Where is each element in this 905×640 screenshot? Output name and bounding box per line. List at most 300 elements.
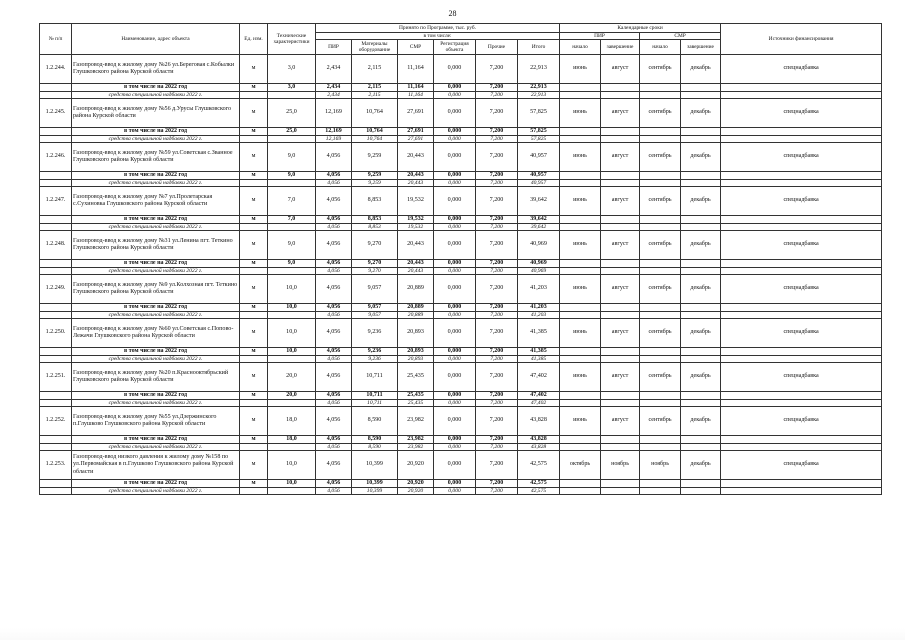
spec-label: средства специальной надбавки 2022 г. [72, 400, 240, 407]
spec-other: 7,200 [476, 180, 518, 187]
sub-smr-start [640, 172, 681, 180]
row-tech: 10,0 [268, 275, 316, 304]
special-row [40, 136, 882, 143]
row-materials: 9,259 [352, 143, 398, 172]
row-num: 1.2.247. [40, 187, 72, 216]
row-pir-start: июнь [560, 407, 601, 436]
spec-materials: 9,057 [352, 312, 398, 319]
row-source: спецнадбавка [721, 187, 882, 216]
sub-registration: 0,000 [434, 260, 476, 268]
spec-smr-start [640, 180, 681, 187]
spec-pir: 4,056 [316, 268, 352, 275]
sub-registration: 0,000 [434, 304, 476, 312]
spec-pir-end [601, 180, 640, 187]
spec-total: 39,642 [518, 224, 560, 231]
spec-pir-start [560, 136, 601, 143]
row-pir-start: июнь [560, 363, 601, 392]
spec-materials: 9,259 [352, 180, 398, 187]
sub-pir-end [601, 348, 640, 356]
sub-unit: м [240, 128, 268, 136]
row-tech: 9,0 [268, 231, 316, 260]
row-materials: 8,590 [352, 407, 398, 436]
col-other: Прочие [476, 40, 518, 55]
row-num: 1.2.251. [40, 363, 72, 392]
sub-other: 7,200 [476, 480, 518, 488]
sub-pir-start [560, 392, 601, 400]
col-materials: Материалы оборудование [352, 40, 398, 55]
row-unit: м [240, 55, 268, 84]
special-row [40, 180, 882, 187]
sub-tech: 9,0 [268, 260, 316, 268]
sub-unit: м [240, 436, 268, 444]
sub-num [40, 348, 72, 356]
col-name: Наименование, адрес объекта [72, 24, 240, 55]
sub-smr: 20,920 [398, 480, 434, 488]
sub-smr: 20,889 [398, 304, 434, 312]
row-smr-end: декабрь [681, 55, 721, 84]
sub-pir: 2,434 [316, 84, 352, 92]
spec-materials: 10,764 [352, 136, 398, 143]
col-pir-start: начало [560, 40, 601, 55]
row-smr-start: сентябрь [640, 275, 681, 304]
sub-pir-end [601, 172, 640, 180]
sub-total: 40,969 [518, 260, 560, 268]
spec-unit [240, 92, 268, 99]
table-row [40, 363, 882, 392]
sub-smr-start [640, 84, 681, 92]
spec-other: 7,200 [476, 92, 518, 99]
sub-registration: 0,000 [434, 84, 476, 92]
row-num: 1.2.245. [40, 99, 72, 128]
sub-tech: 9,0 [268, 172, 316, 180]
row-pir: 4,056 [316, 319, 352, 348]
row-other: 7,200 [476, 363, 518, 392]
spec-num [40, 180, 72, 187]
spec-smr-start [640, 268, 681, 275]
row-smr: 20,893 [398, 319, 434, 348]
row-unit: м [240, 231, 268, 260]
row-other: 7,200 [476, 187, 518, 216]
row-name: Газопровод-ввод к жилому дому №59 ул.Советская с.Званное Глушковского района Курской области [72, 143, 240, 172]
spec-smr-start [640, 444, 681, 451]
col-cal-pir: ПИР [560, 33, 640, 40]
spec-num [40, 356, 72, 363]
spec-registration: 0,000 [434, 312, 476, 319]
row-registration: 0,000 [434, 99, 476, 128]
sub-smr-start [640, 260, 681, 268]
sub-pir-end [601, 84, 640, 92]
spec-other: 7,200 [476, 356, 518, 363]
spec-label: средства специальной надбавки 2022 г. [72, 312, 240, 319]
row-unit: м [240, 187, 268, 216]
row-registration: 0,000 [434, 451, 476, 480]
sub-smr-start [640, 348, 681, 356]
sub-materials: 2,115 [352, 84, 398, 92]
row-smr-end: декабрь [681, 275, 721, 304]
spec-registration: 0,000 [434, 180, 476, 187]
col-smr-start: начало [640, 40, 681, 55]
row-smr-end: декабрь [681, 319, 721, 348]
spec-total: 41,385 [518, 356, 560, 363]
row-registration: 0,000 [434, 319, 476, 348]
row-pir: 4,056 [316, 363, 352, 392]
sub-smr-end [681, 260, 721, 268]
spec-label: средства специальной надбавки 2022 г. [72, 488, 240, 495]
spec-smr-start [640, 224, 681, 231]
row-total: 41,203 [518, 275, 560, 304]
col-registration: Регистрация объекта [434, 40, 476, 55]
spec-tech [268, 356, 316, 363]
row-source: спецнадбавка [721, 451, 882, 480]
row-pir: 12,169 [316, 99, 352, 128]
row-registration: 0,000 [434, 407, 476, 436]
spec-smr-start [640, 488, 681, 495]
row-pir-end: август [601, 407, 640, 436]
sub-total: 41,385 [518, 348, 560, 356]
spec-total: 40,969 [518, 268, 560, 275]
spec-pir-start [560, 92, 601, 99]
sub-smr: 25,435 [398, 392, 434, 400]
sub-num [40, 172, 72, 180]
spec-materials: 9,236 [352, 356, 398, 363]
row-source: спецнадбавка [721, 99, 882, 128]
sub-smr-end [681, 172, 721, 180]
table-row [40, 231, 882, 260]
row-pir-end: август [601, 319, 640, 348]
spec-pir-end [601, 92, 640, 99]
sub-smr-end [681, 304, 721, 312]
sub-source [721, 216, 882, 224]
sub-materials: 10,399 [352, 480, 398, 488]
row-pir: 4,056 [316, 187, 352, 216]
row-registration: 0,000 [434, 363, 476, 392]
row-num: 1.2.244. [40, 55, 72, 84]
sub-registration: 0,000 [434, 480, 476, 488]
row-pir-end: август [601, 363, 640, 392]
row-num: 1.2.248. [40, 231, 72, 260]
row-source: спецнадбавка [721, 407, 882, 436]
sub-source [721, 172, 882, 180]
sub-other: 7,200 [476, 128, 518, 136]
sub-pir-end [601, 304, 640, 312]
spec-other: 7,200 [476, 488, 518, 495]
spec-pir: 2,434 [316, 92, 352, 99]
sub-smr: 11,164 [398, 84, 434, 92]
col-tech: Технические характеристики [268, 24, 316, 55]
sub-label: в том числе на 2022 год [72, 260, 240, 268]
subtotal-row [40, 260, 882, 268]
spec-smr: 20,443 [398, 268, 434, 275]
spec-label: средства специальной надбавки 2022 г. [72, 356, 240, 363]
row-pir: 4,056 [316, 407, 352, 436]
sub-unit: м [240, 480, 268, 488]
spec-smr-end [681, 444, 721, 451]
sub-label: в том числе на 2022 год [72, 216, 240, 224]
spec-unit [240, 400, 268, 407]
row-unit: м [240, 407, 268, 436]
spec-materials: 10,711 [352, 400, 398, 407]
spec-pir-end [601, 400, 640, 407]
row-materials: 9,057 [352, 275, 398, 304]
spec-label: средства специальной надбавки 2022 г. [72, 224, 240, 231]
spec-pir-start [560, 444, 601, 451]
spec-tech [268, 92, 316, 99]
sub-pir: 4,056 [316, 480, 352, 488]
sub-tech: 7,0 [268, 216, 316, 224]
spec-pir-start [560, 356, 601, 363]
spec-total: 40,957 [518, 180, 560, 187]
spec-smr-start [640, 136, 681, 143]
sub-pir-start [560, 128, 601, 136]
sub-tech: 25,0 [268, 128, 316, 136]
sub-source [721, 348, 882, 356]
spec-smr-end [681, 488, 721, 495]
table-header [40, 24, 882, 55]
col-smr: СМР [398, 40, 434, 55]
subtotal-row [40, 348, 882, 356]
table-row [40, 99, 882, 128]
spec-label: средства специальной надбавки 2022 г. [72, 444, 240, 451]
sub-materials: 10,764 [352, 128, 398, 136]
sub-smr: 27,691 [398, 128, 434, 136]
subtotal-row [40, 480, 882, 488]
spec-pir-end [601, 268, 640, 275]
sub-num [40, 216, 72, 224]
row-materials: 10,711 [352, 363, 398, 392]
spec-materials: 8,590 [352, 444, 398, 451]
spec-source [721, 92, 882, 99]
spec-pir: 4,056 [316, 224, 352, 231]
spec-smr-end [681, 268, 721, 275]
spec-smr-end [681, 224, 721, 231]
row-total: 40,957 [518, 143, 560, 172]
spec-pir-end [601, 312, 640, 319]
sub-source [721, 84, 882, 92]
row-unit: м [240, 451, 268, 480]
sub-smr-start [640, 480, 681, 488]
sub-pir: 4,056 [316, 216, 352, 224]
col-pir: ПИР [316, 40, 352, 55]
row-name: Газопровод-ввод к жилому дому №9 ул.Колхозная пгт. Теткино Глушковского района Курской области [72, 275, 240, 304]
row-other: 7,200 [476, 231, 518, 260]
spec-tech [268, 312, 316, 319]
col-accepted: Принято по Программе, тыс. руб. [316, 24, 560, 33]
spec-source [721, 312, 882, 319]
subtotal-row [40, 436, 882, 444]
sub-smr: 23,982 [398, 436, 434, 444]
sub-other: 7,200 [476, 348, 518, 356]
spec-tech [268, 180, 316, 187]
sub-smr-end [681, 348, 721, 356]
row-smr: 20,889 [398, 275, 434, 304]
row-materials: 9,236 [352, 319, 398, 348]
row-name: Газопровод-ввод к жилому дому №60 ул.Советская с.Попово-Лежачи Глушковского района Курской области [72, 319, 240, 348]
sub-materials: 9,236 [352, 348, 398, 356]
special-row [40, 444, 882, 451]
sub-pir: 4,056 [316, 304, 352, 312]
table-row [40, 275, 882, 304]
row-total: 40,969 [518, 231, 560, 260]
subtotal-row [40, 216, 882, 224]
spec-source [721, 488, 882, 495]
subtotal-row [40, 128, 882, 136]
row-other: 7,200 [476, 275, 518, 304]
spec-source [721, 136, 882, 143]
spec-pir-start [560, 312, 601, 319]
row-name: Газопровод-ввод к жилому дому №7 ул.Пролетарская с.Сухиновка Глушковского района Курской области [72, 187, 240, 216]
sub-total: 22,913 [518, 84, 560, 92]
sub-label: в том числе на 2022 год [72, 392, 240, 400]
row-pir-end: август [601, 143, 640, 172]
row-name: Газопровод-ввод к жилому дому №56 д.Урусы Глушковского района Курской области [72, 99, 240, 128]
spec-num [40, 400, 72, 407]
spec-other: 7,200 [476, 312, 518, 319]
sub-tech: 10,0 [268, 304, 316, 312]
spec-unit [240, 444, 268, 451]
spec-registration: 0,000 [434, 136, 476, 143]
row-pir-start: июнь [560, 187, 601, 216]
row-smr-start: сентябрь [640, 99, 681, 128]
row-pir-end: август [601, 187, 640, 216]
table-row [40, 143, 882, 172]
subtotal-row [40, 392, 882, 400]
spec-label: средства специальной надбавки 2022 г. [72, 92, 240, 99]
row-tech: 25,0 [268, 99, 316, 128]
row-unit: м [240, 99, 268, 128]
spec-label: средства специальной надбавки 2022 г. [72, 180, 240, 187]
sub-source [721, 128, 882, 136]
sub-materials: 9,057 [352, 304, 398, 312]
row-materials: 8,853 [352, 187, 398, 216]
sub-smr-end [681, 128, 721, 136]
row-smr: 20,443 [398, 231, 434, 260]
sub-unit: м [240, 348, 268, 356]
spec-smr: 25,435 [398, 400, 434, 407]
spec-other: 7,200 [476, 224, 518, 231]
special-row [40, 312, 882, 319]
spec-pir: 4,056 [316, 488, 352, 495]
sub-pir-start [560, 480, 601, 488]
table-body [40, 55, 882, 495]
sub-materials: 9,270 [352, 260, 398, 268]
table-row [40, 451, 882, 480]
table-row [40, 319, 882, 348]
row-num: 1.2.253. [40, 451, 72, 480]
sub-smr-end [681, 480, 721, 488]
row-materials: 9,270 [352, 231, 398, 260]
row-smr-end: декабрь [681, 143, 721, 172]
row-unit: м [240, 363, 268, 392]
sub-registration: 0,000 [434, 172, 476, 180]
spec-num [40, 268, 72, 275]
row-pir-end: август [601, 231, 640, 260]
sub-label: в том числе на 2022 год [72, 304, 240, 312]
spec-tech [268, 488, 316, 495]
row-smr: 19,532 [398, 187, 434, 216]
row-materials: 10,399 [352, 451, 398, 480]
sub-pir-end [601, 216, 640, 224]
col-smr-end: завершение [681, 40, 721, 55]
spec-pir: 4,056 [316, 312, 352, 319]
row-pir-start: октябрь [560, 451, 601, 480]
sub-unit: м [240, 260, 268, 268]
spec-total: 42,575 [518, 488, 560, 495]
sub-smr-end [681, 216, 721, 224]
row-tech: 9,0 [268, 143, 316, 172]
spec-source [721, 400, 882, 407]
special-row [40, 268, 882, 275]
row-pir-start: июнь [560, 99, 601, 128]
row-smr-start: сентябрь [640, 187, 681, 216]
row-name: Газопровод-ввод к жилому дому №26 ул.Береговая с.Кобылки Глушковского района Курской области [72, 55, 240, 84]
row-total: 43,828 [518, 407, 560, 436]
col-calendar: Календарные сроки [560, 24, 721, 33]
row-smr: 27,691 [398, 99, 434, 128]
sub-pir-end [601, 392, 640, 400]
sub-smr: 20,443 [398, 172, 434, 180]
sub-label: в том числе на 2022 год [72, 348, 240, 356]
spec-other: 7,200 [476, 444, 518, 451]
sub-num [40, 84, 72, 92]
row-registration: 0,000 [434, 55, 476, 84]
spec-pir-start [560, 268, 601, 275]
row-smr: 20,443 [398, 143, 434, 172]
spec-smr-start [640, 400, 681, 407]
sub-smr-start [640, 304, 681, 312]
sub-num [40, 128, 72, 136]
row-tech: 7,0 [268, 187, 316, 216]
sub-other: 7,200 [476, 304, 518, 312]
sub-other: 7,200 [476, 392, 518, 400]
spec-materials: 10,399 [352, 488, 398, 495]
spec-registration: 0,000 [434, 92, 476, 99]
row-smr-start: сентябрь [640, 363, 681, 392]
sub-unit: м [240, 392, 268, 400]
row-registration: 0,000 [434, 231, 476, 260]
sub-smr-start [640, 216, 681, 224]
sub-smr-start [640, 392, 681, 400]
sub-unit: м [240, 172, 268, 180]
sub-materials: 8,590 [352, 436, 398, 444]
sub-tech: 10,0 [268, 348, 316, 356]
row-unit: м [240, 275, 268, 304]
sub-source [721, 480, 882, 488]
spec-smr: 27,691 [398, 136, 434, 143]
spec-pir: 4,056 [316, 356, 352, 363]
spec-tech [268, 444, 316, 451]
sub-num [40, 480, 72, 488]
sub-unit: м [240, 84, 268, 92]
spec-pir-start [560, 180, 601, 187]
spec-smr: 11,164 [398, 92, 434, 99]
spec-pir: 12,169 [316, 136, 352, 143]
row-tech: 18,0 [268, 407, 316, 436]
spec-registration: 0,000 [434, 356, 476, 363]
sub-num [40, 260, 72, 268]
spec-smr-start [640, 356, 681, 363]
row-num: 1.2.252. [40, 407, 72, 436]
sub-pir-start [560, 84, 601, 92]
spec-total: 41,203 [518, 312, 560, 319]
row-unit: м [240, 143, 268, 172]
row-pir: 2,434 [316, 55, 352, 84]
subtotal-row [40, 172, 882, 180]
special-row [40, 224, 882, 231]
row-smr-end: декабрь [681, 407, 721, 436]
spec-smr-end [681, 92, 721, 99]
spec-source [721, 444, 882, 451]
sub-other: 7,200 [476, 172, 518, 180]
